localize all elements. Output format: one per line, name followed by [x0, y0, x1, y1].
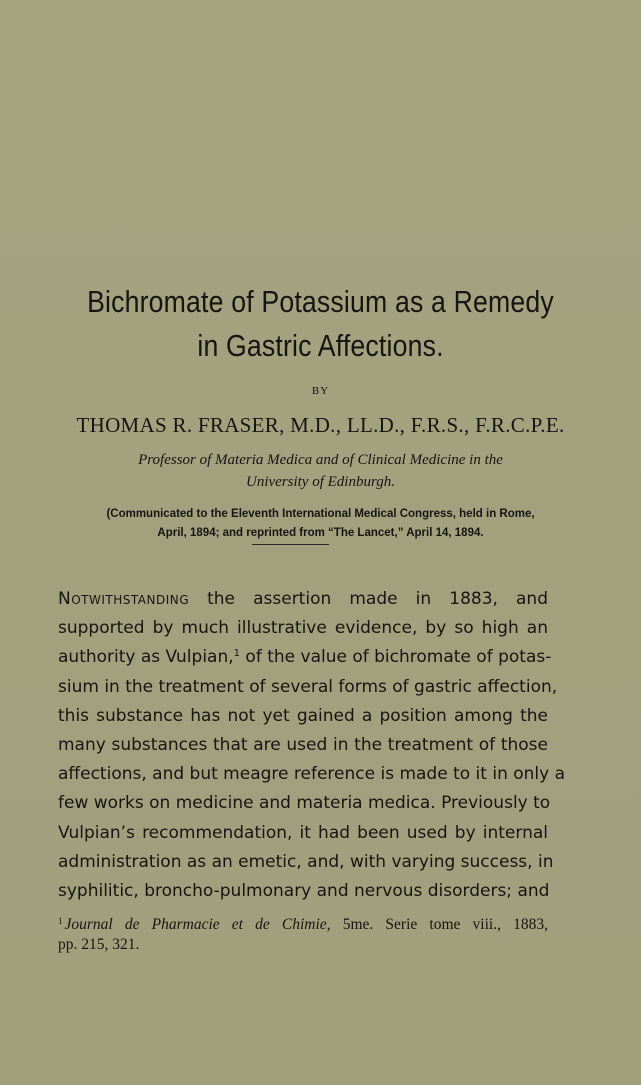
affiliation-line-2: University of Edinburgh.	[245, 474, 395, 490]
body-paragraph	[58, 585, 566, 906]
footnote-line-2: pp. 215, 321.	[58, 936, 140, 953]
body-line: sium in the treatment of several forms of gastric affection,	[58, 676, 558, 697]
footnote-mark: 1	[58, 916, 63, 926]
body-line: administration as an emetic, and, with varying success, in	[58, 851, 554, 872]
page-title	[45, 280, 596, 368]
journal-title: Journal de Pharmacie et de Chimie	[64, 916, 327, 933]
body-line: few works on medicine and materia medica. Previously to	[58, 793, 551, 814]
body-line: Vulpian’s recommendation, it had been used by internal	[58, 822, 548, 843]
title-line-2: in Gastric Affections.	[197, 328, 444, 363]
note-line-1: (Communicated to the Eleventh International Medical Congress, held in Rome,	[106, 508, 535, 520]
footnote-reference[interactable]: 1	[233, 648, 241, 660]
body-line: supported by much illustrative evidence, by so high an	[58, 618, 548, 639]
publication-note	[0, 505, 641, 543]
affiliation-line-1: Professor of Materia Medica and of Clinical Medicine in the	[138, 452, 503, 468]
lead-word: Notwithstanding	[58, 589, 190, 609]
footnote	[58, 911, 548, 955]
author-affiliation	[0, 449, 641, 493]
note-line-2: April, 1894; and reprinted from “The Lancet,” April 14, 1894.	[157, 527, 484, 539]
author-name: THOMAS R. FRASER, M.D., LL.D., F.R.S., F.R.C.P.E.	[76, 413, 565, 437]
section-divider	[252, 544, 329, 545]
body-line: affections, and but meagre reference is made to it in only a	[58, 764, 566, 785]
byline: BY	[311, 385, 330, 397]
title-line-1: Bichromate of Potassium as a Remedy	[87, 284, 554, 319]
body-line: authority as Vulpian,$^1$ of the value of bichromate of potas-	[58, 647, 552, 668]
footnote-line-1: $^1$ Journal de Pharmacie et de Chimie, 5me. Serie tome viii., 1883,	[58, 916, 548, 933]
body-line: many substances that are used in the treatment of those	[58, 735, 548, 756]
body-line: syphilitic, broncho-pulmonary and nervous disorders; and	[58, 881, 550, 902]
body-line: Notwithstanding the assertion made in 1883, and	[58, 589, 548, 609]
body-line: this substance has not yet gained a position among the	[58, 705, 548, 726]
